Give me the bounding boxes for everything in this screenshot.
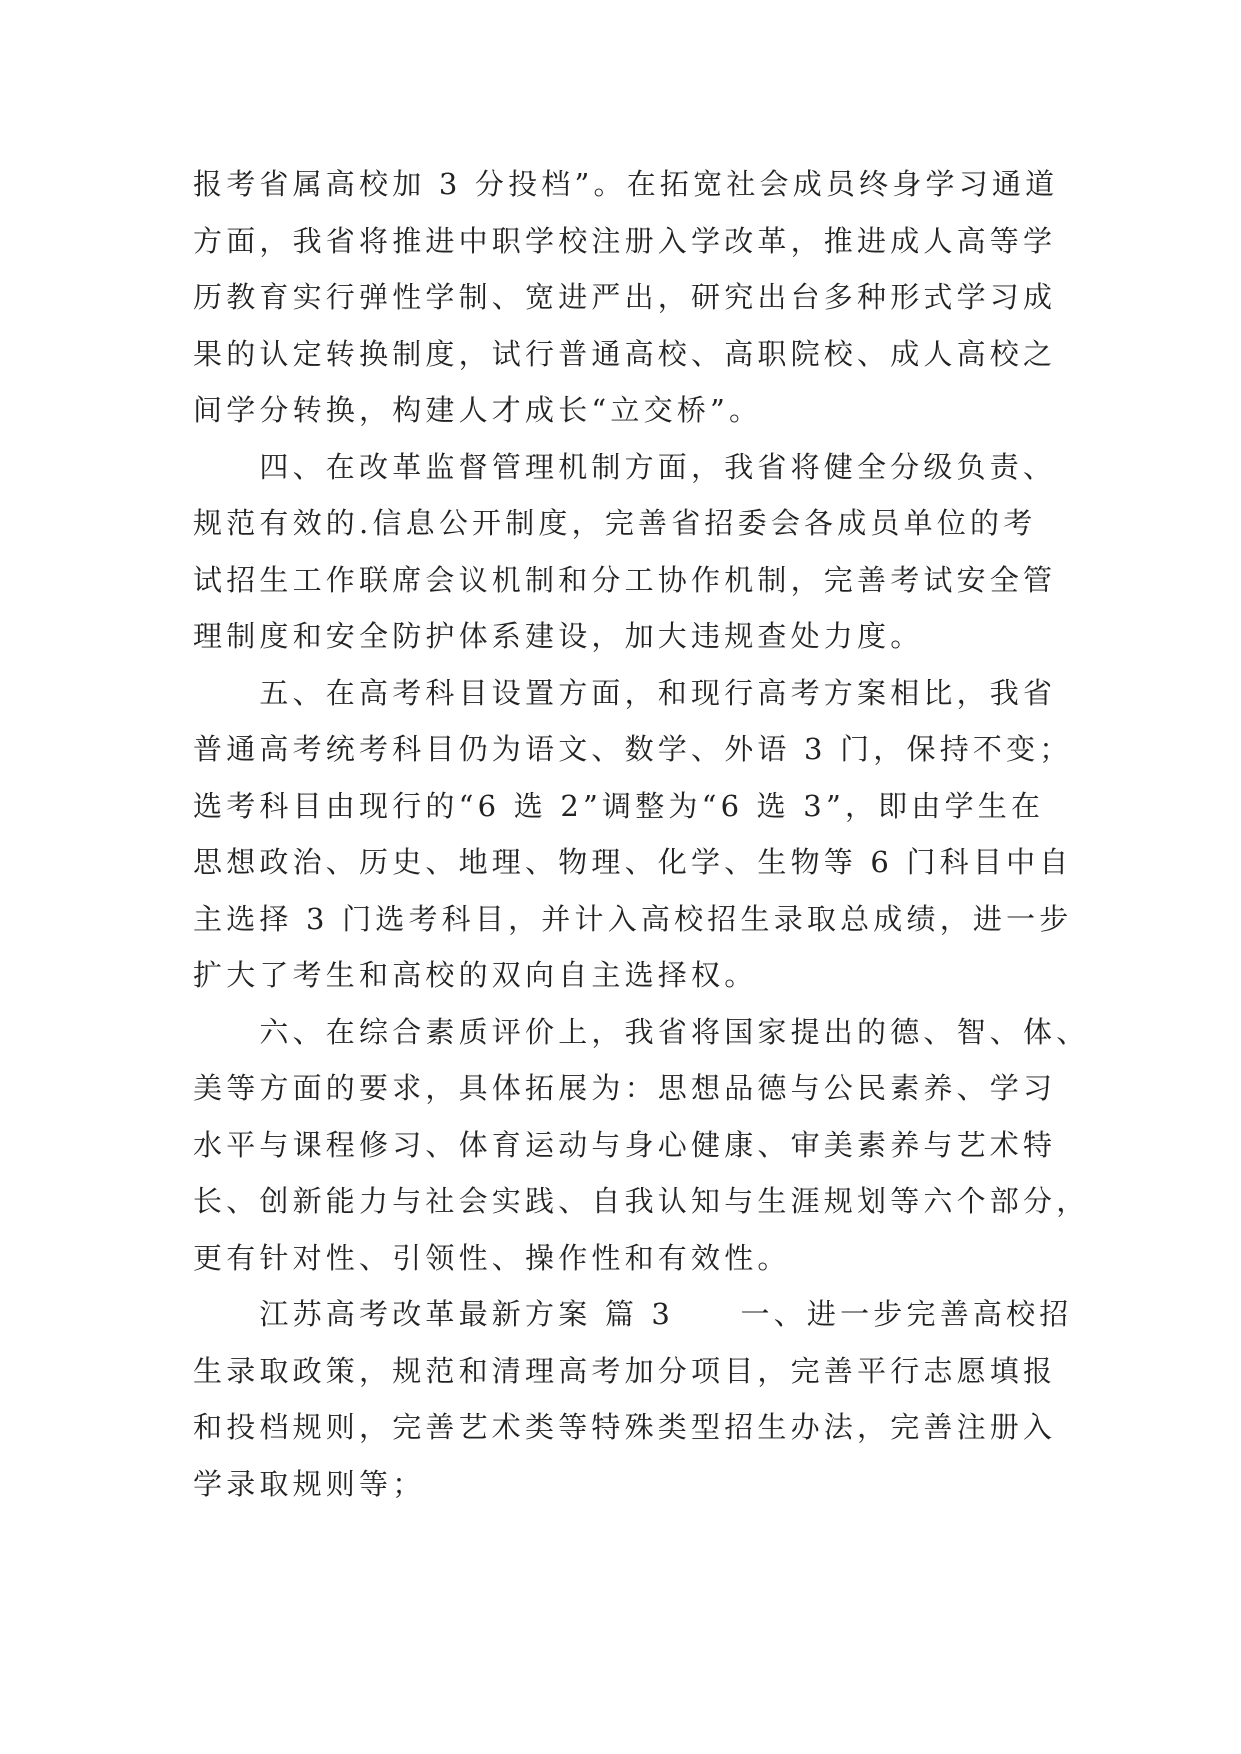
text-line: 主选择 3 门选考科目，并计入高校招生录取总成绩，进一步 xyxy=(193,901,1073,936)
paragraph-subject-setting xyxy=(193,665,1073,1004)
text-line: 五、在高考科目设置方面，和现行高考方案相比，我省 xyxy=(193,675,1057,710)
text-line: 江苏高考改革最新方案 篇 3 一、进一步完善高校招 xyxy=(193,1297,1073,1331)
text-line: 水平与课程修习、体育运动与身心健康、审美素养与艺术特 xyxy=(193,1127,1057,1162)
text-line: 间学分转换，构建人才成长“立交桥”。 xyxy=(193,393,763,427)
text-line: 规范有效的.信息公开制度，完善省招委会各成员单位的考 xyxy=(193,506,1037,540)
text-line: 更有针对性、引领性、操作性和有效性。 xyxy=(193,1240,791,1275)
text-line: 六、在综合素质评价上，我省将国家提出的德、智、体、 xyxy=(193,1014,1090,1049)
document-body xyxy=(193,156,1090,1512)
text-line: 和投档规则，完善艺术类等特殊类型招生办法，完善注册入 xyxy=(193,1410,1057,1444)
paragraph-section-3 xyxy=(193,1286,1073,1512)
text-line: 方面，我省将推进中职学校注册入学改革，推进成人高等学 xyxy=(193,223,1057,258)
text-line: 试招生工作联席会议机制和分工协作机制，完善考试安全管 xyxy=(193,562,1057,597)
text-line: 果的认定转换制度，试行普通高校、高职院校、成人高校之 xyxy=(193,336,1057,371)
paragraph-lifelong-learning xyxy=(193,156,1059,439)
text-line: 历教育实行弹性学制、宽进严出，研究出台多种形式学习成 xyxy=(193,280,1057,314)
text-line: 长、创新能力与社会实践、自我认知与生涯规划等六个部分， xyxy=(193,1184,1090,1218)
text-line: 理制度和安全防护体系建设，加大违规查处力度。 xyxy=(193,619,924,653)
text-line: 学录取规则等； xyxy=(193,1466,426,1501)
paragraph-supervision-mechanism xyxy=(193,439,1057,665)
text-line: 选考科目由现行的“6 选 2”调整为“6 选 3”，即由学生在 xyxy=(193,788,1045,823)
paragraph-comprehensive-evaluation xyxy=(193,1004,1090,1287)
text-line: 报考省属高校加 3 分投档”。在拓宽社会成员终身学习通道 xyxy=(193,167,1059,201)
text-line: 四、在改革监督管理机制方面，我省将健全分级负责、 xyxy=(193,449,1057,484)
text-line: 普通高考统考科目仍为语文、数学、外语 3 门，保持不变； xyxy=(193,732,1073,766)
text-line: 思想政治、历史、地理、物理、化学、生物等 6 门科目中自 xyxy=(193,845,1073,879)
text-line: 扩大了考生和高校的双向自主选择权。 xyxy=(193,958,758,992)
text-line: 美等方面的要求，具体拓展为：思想品德与公民素养、学习 xyxy=(193,1071,1057,1105)
text-line: 生录取政策，规范和清理高考加分项目，完善平行志愿填报 xyxy=(193,1353,1057,1388)
